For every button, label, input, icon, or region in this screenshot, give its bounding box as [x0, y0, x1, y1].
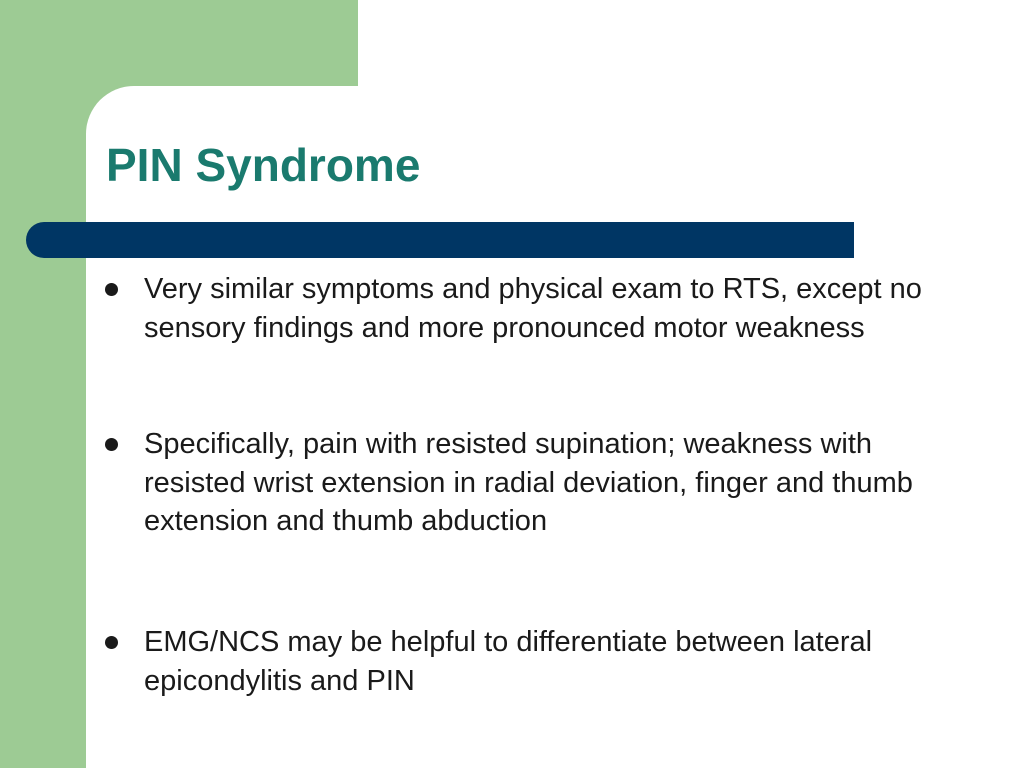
bullet-dot-icon	[105, 283, 118, 296]
bullet-dot-icon	[105, 636, 118, 649]
title-underline-bar	[26, 222, 854, 258]
slide-title: PIN Syndrome	[106, 139, 421, 191]
bullet-text: Specifically, pain with resisted supination; weakness with resisted wrist extension in radial deviation, finger and thumb extension and thumb abduction	[144, 428, 913, 537]
bullet-text: EMG/NCS may be helpful to differentiate between lateral epicondylitis and PIN	[144, 626, 873, 697]
bullet-text: Very similar symptoms and physical exam to RTS, except no sensory findings and more pronounced motor weakness	[144, 273, 922, 344]
bullet-dot-icon	[105, 438, 118, 451]
